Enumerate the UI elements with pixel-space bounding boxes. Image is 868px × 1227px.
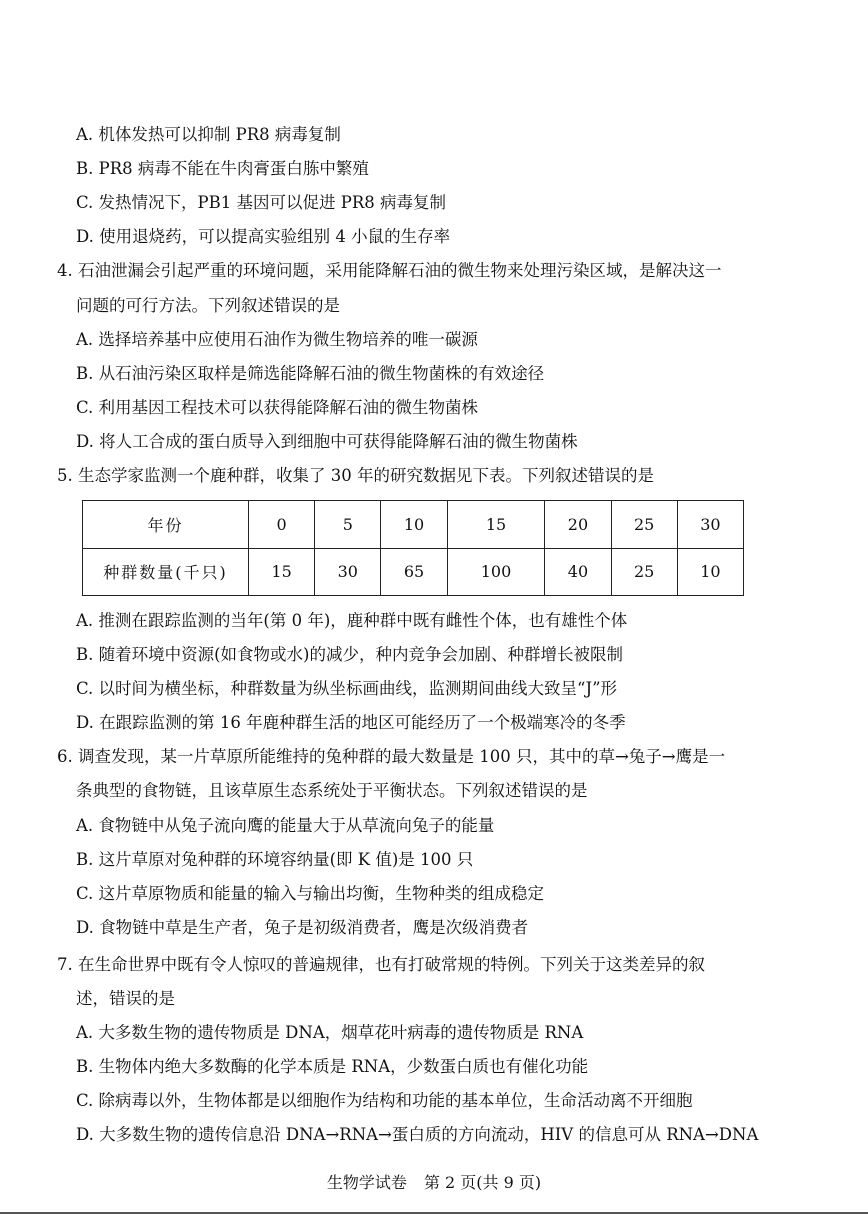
q6-stem-line1: 6. 调查发现，某一片草原所能维持的兔种群的最大数量是 100 只，其中的草→兔子→鹰是一: [57, 747, 726, 766]
table-cell-count: 30: [315, 548, 381, 596]
q4-stem-line2: 问题的可行方法。下列叙述错误的是: [76, 296, 340, 315]
q7-option-a: A. 大多数生物的遗传物质是 DNA，烟草花叶病毒的遗传物质是 RNA: [76, 1023, 584, 1042]
q3-option-b: B. PR8 病毒不能在牛肉膏蛋白胨中繁殖: [76, 159, 369, 178]
q5-option-a: A. 推测在跟踪监测的当年(第 0 年)，鹿种群中既有雌性个体，也有雄性个体: [76, 611, 628, 630]
q3-option-a: A. 机体发热可以抑制 PR8 病毒复制: [76, 125, 341, 144]
table-cell-year: 30: [677, 501, 743, 549]
footer-subject: 生物学试卷: [326, 1173, 407, 1192]
table-cell-year: 10: [381, 501, 447, 549]
q6-option-a: A. 食物链中从兔子流向鹰的能量大于从草流向兔子的能量: [76, 816, 495, 835]
footer-page-number: 第 2 页(共 9 页): [423, 1173, 542, 1192]
q7-option-d: D. 大多数生物的遗传信息沿 DNA→RNA→蛋白质的方向流动，HIV 的信息可从 RNA→DNA: [76, 1125, 759, 1144]
q3-option-c: C. 发热情况下，PB1 基因可以促进 PR8 病毒复制: [76, 193, 447, 212]
q5-option-c: C. 以时间为横坐标，种群数量为纵坐标画曲线，监测期间曲线大致呈“J”形: [76, 679, 618, 698]
q6-option-d: D. 食物链中草是生产者，兔子是初级消费者，鹰是次级消费者: [76, 918, 529, 937]
q4-option-a: A. 选择培养基中应使用石油作为微生物培养的唯一碳源: [76, 330, 478, 349]
table-cell-count: 25: [611, 548, 677, 596]
q4-option-b: B. 从石油污染区取样是筛选能降解石油的微生物菌株的有效途径: [76, 364, 545, 383]
table-cell-count: 65: [381, 548, 447, 596]
table-cell-count: 40: [545, 548, 611, 596]
q4-stem-line1: 4. 石油泄漏会引起严重的环境问题，采用能降解石油的微生物来处理污染区域，是解决这一: [57, 261, 722, 280]
table-cell-year: 20: [545, 501, 611, 549]
table-row-counts: [83, 548, 744, 596]
table-header-year: 年份: [83, 501, 249, 549]
q7-option-c: C. 除病毒以外，生物体都是以细胞作为结构和功能的基本单位，生命活动离不开细胞: [76, 1091, 693, 1110]
q6-stem-line2: 条典型的食物链，且该草原生态系统处于平衡状态。下列叙述错误的是: [76, 781, 588, 800]
q7-stem-line1: 7. 在生命世界中既有令人惊叹的普遍规律，也有打破常规的特例。下列关于这类差异的叙: [57, 955, 705, 974]
table-cell-year: 5: [315, 501, 381, 549]
q4-option-d: D. 将人工合成的蛋白质导入到细胞中可获得能降解石油的微生物菌株: [76, 432, 578, 451]
q7-option-b: B. 生物体内绝大多数酶的化学本质是 RNA，少数蛋白质也有催化功能: [76, 1057, 589, 1076]
table-cell-count: 100: [447, 548, 545, 596]
q5-option-b: B. 随着环境中资源(如食物或水)的减少，种内竞争会加剧、种群增长被限制: [76, 645, 623, 664]
q7-stem-line2: 述，错误的是: [76, 989, 175, 1008]
population-table: [82, 500, 744, 596]
q6-option-b: B. 这片草原对兔种群的环境容纳量(即 K 值)是 100 只: [76, 850, 474, 869]
page-footer: [0, 1172, 868, 1194]
q6-option-c: C. 这片草原物质和能量的输入与输出均衡，生物种类的组成稳定: [76, 884, 545, 903]
table-cell-year: 0: [249, 501, 315, 549]
q3-option-d: D. 使用退烧药，可以提高实验组别 4 小鼠的生存率: [76, 227, 451, 246]
table-cell-year: 25: [611, 501, 677, 549]
table-cell-year: 15: [447, 501, 545, 549]
q5-option-d: D. 在跟踪监测的第 16 年鹿种群生活的地区可能经历了一个极端寒冷的冬季: [76, 713, 626, 732]
table-cell-count: 15: [249, 548, 315, 596]
table-row-years: [83, 501, 744, 549]
table-cell-count: 10: [677, 548, 743, 596]
q4-option-c: C. 利用基因工程技术可以获得能降解石油的微生物菌株: [76, 398, 479, 417]
q5-stem: 5. 生态学家监测一个鹿种群，收集了 30 年的研究数据见下表。下列叙述错误的是: [57, 466, 654, 485]
table-header-count: 种群数量(千只): [83, 548, 249, 596]
bottom-divider: [0, 1212, 868, 1214]
